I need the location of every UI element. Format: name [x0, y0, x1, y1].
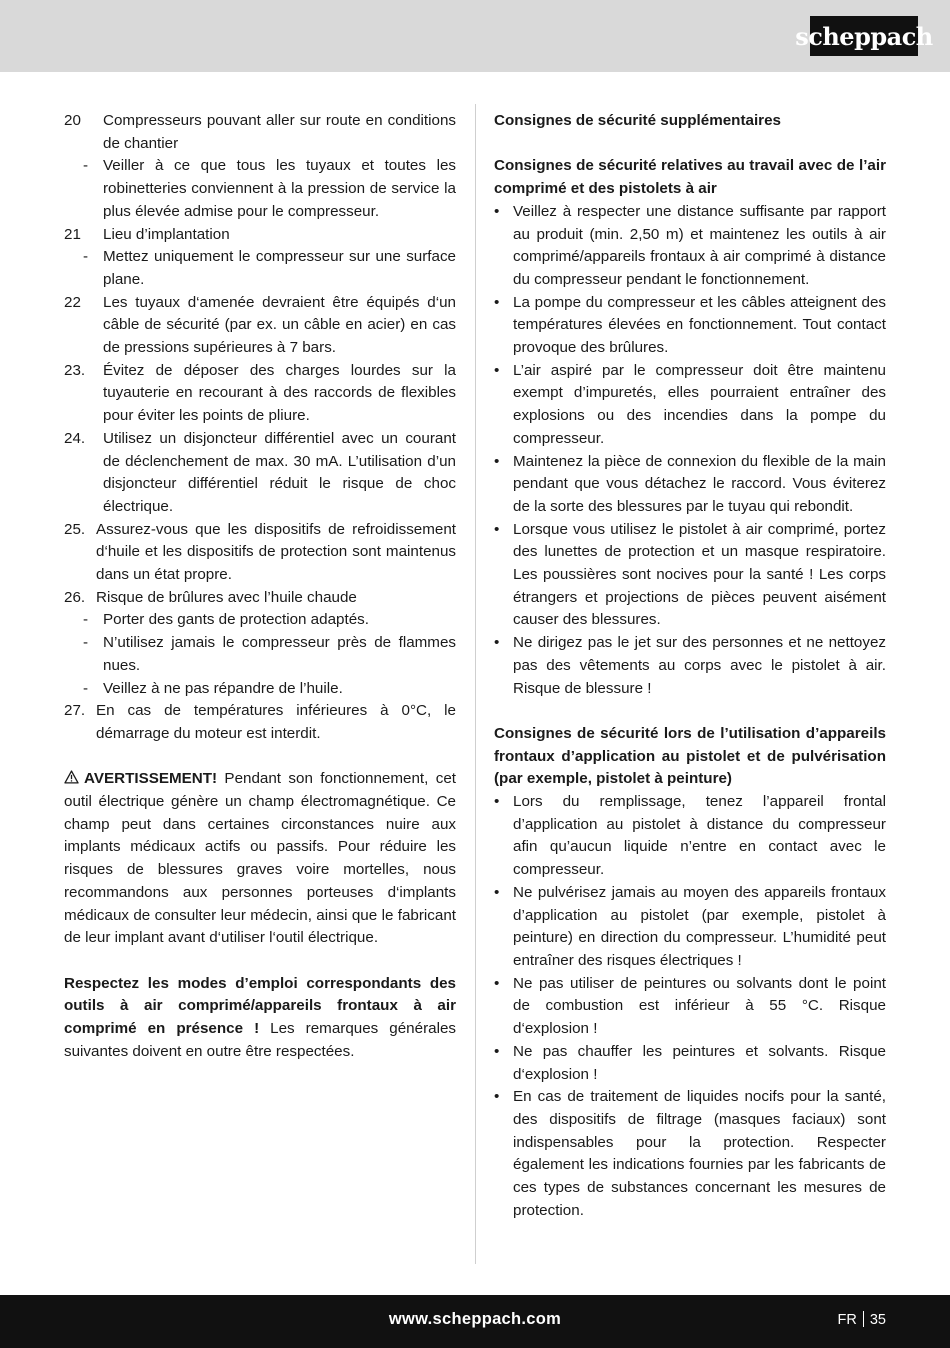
subsection-heading-air: Consignes de sécurité relatives au travail avec de l’air comprimé et des pistolets à air	[494, 157, 886, 198]
bullet-text: Ne pulvérisez jamais au moyen des appareils frontaux d’application au pistolet (par exemple, pistolet à peinture) en direction du compresseur. L’humidité peut entraîner des risques électriques !	[513, 883, 886, 969]
bullet-marker: •	[494, 520, 500, 538]
left-column	[64, 110, 456, 1064]
bullet-marker: •	[494, 1088, 500, 1106]
brand-logo: scheppach	[810, 16, 918, 56]
item-text: Les tuyaux d‘amenée devraient être équipés d‘un câble de sécurité (par ex. un câble en acier) en cas de pressions supérieures à 7 bars.	[103, 293, 456, 357]
respect-bold-text: Respectez les modes d’emploi correspondants des outils à air comprimé/appareils frontaux à air comprimé en présence !	[64, 974, 456, 1038]
bullet-text: Maintenez la pièce de connexion du flexible de la main pendant que vous détachez le raccord. Vous éviterez de la sorte des blessures par le tuyau qui rebondit.	[513, 452, 886, 515]
item-number: 20	[64, 112, 81, 129]
bullet-text: Ne dirigez pas le jet sur des personnes et ne nettoyez pas des vêtements au corps avec le pistolet à air. Risque de blessure !	[513, 634, 886, 697]
bullet-item	[494, 973, 886, 1041]
item-number: 26.	[64, 588, 86, 606]
numbered-item	[64, 587, 456, 610]
page-footer	[0, 1295, 950, 1348]
numbered-item	[64, 700, 456, 745]
page-info	[838, 1311, 886, 1328]
page-header	[0, 0, 950, 72]
bullet-list-air	[494, 201, 886, 700]
item-text: Mettez uniquement le compresseur sur une surface plane.	[103, 248, 456, 288]
website-url[interactable]: www.scheppach.com	[388, 1310, 562, 1328]
right-column	[494, 110, 886, 1222]
bullet-item	[494, 201, 886, 292]
bullet-item	[494, 451, 886, 519]
numbered-list	[64, 110, 456, 746]
item-text: N’utilisez jamais le compresseur près de flammes nues.	[103, 634, 456, 674]
warning-triangle-icon	[64, 770, 79, 784]
numbered-item	[64, 428, 456, 519]
item-number: 24.	[64, 429, 86, 447]
bullet-text: Veillez à respecter une distance suffisante par rapport au produit (min. 2,50 m) et maintenez les outils à air comprimé/appareils frontaux à air comprimé à distance du compresseur pendant le fonctionnement.	[513, 202, 886, 288]
respect-paragraph	[64, 973, 456, 1064]
bullet-marker: •	[494, 793, 500, 811]
warning-label: AVERTISSEMENT!	[84, 770, 218, 788]
item-text: Assurez-vous que les dispositifs de refroidissement d‘huile et les dispositifs de protection sont maintenus dans un état propre.	[96, 520, 456, 584]
bullet-item	[494, 882, 886, 973]
item-text: Risque de brûlures avec l’huile chaude	[96, 588, 357, 606]
bullet-item	[494, 519, 886, 633]
item-text: Utilisez un disjoncteur différentiel avec un courant de déclenchement de max. 30 mA. L’utilisation d’un disjoncteur différentiel réduit le risque de choc électrique.	[103, 429, 456, 515]
item-number: 27.	[64, 702, 86, 720]
dash-item	[64, 246, 456, 291]
numbered-item	[64, 224, 456, 247]
numbered-item	[64, 110, 456, 155]
bullet-marker: •	[494, 293, 500, 311]
page-separator	[863, 1311, 864, 1327]
bullet-text: En cas de traitement de liquides nocifs pour la santé, des dispositifs de filtrage (masques faciaux) sont indispensables pour la protection. Respecter également les indications fournies par les fabricants de ces types de substances concernant les mesures de protection.	[513, 1088, 886, 1219]
item-text: En cas de températures inférieures à 0°C, le démarrage du moteur est interdit.	[96, 702, 456, 742]
item-number: 21	[64, 225, 81, 243]
bullet-text: Ne pas chauffer les peintures et solvants. Risque d‘explosion !	[513, 1042, 886, 1083]
item-text: Lieu d’implantation	[103, 225, 230, 243]
item-text: Veillez à ne pas répandre de l’huile.	[103, 679, 343, 697]
item-text: Porter des gants de protection adaptés.	[103, 611, 369, 629]
dash-item	[64, 155, 456, 223]
dash-marker: -	[83, 248, 89, 266]
bullet-text: L’air aspiré par le compresseur doit être maintenu exempt d’impuretés, elles pourraient entraîner des explosions ou des incendies dans la pompe du compresseur.	[513, 361, 886, 447]
warning-text: Pendant son fonctionnement, cet outil électrique génère un champ électromagnétique. Ce champ peut dans certaines circonstances nuire aux implants médicaux actifs ou passifs. Pour réduire les risques de blessures graves voire mortelles, nous recommandons aux personnes porteuses d‘implants médicaux de consulter leur médecin, ainsi que le fabricant de leur implant avant d‘utiliser l‘outil électrique.	[64, 770, 456, 947]
bullet-marker: •	[494, 1042, 500, 1060]
language-code: FR	[837, 1312, 857, 1328]
bullet-item	[494, 632, 886, 700]
numbered-item	[64, 292, 456, 360]
dash-marker: -	[83, 157, 89, 175]
item-text: Évitez de déposer des charges lourdes sur la tuyauterie en recourant à des raccords de flexibles pour éviter les points de pliure.	[103, 361, 456, 425]
dash-marker: -	[83, 679, 89, 697]
bullet-text: Lors du remplissage, tenez l’appareil frontal d’application au pistolet à distance du compresseur afin qu’aucun liquide n’entre en contact avec le compresseur.	[513, 793, 886, 879]
bullet-text: Ne pas utiliser de peintures ou solvants dont le point de combustion est inférieur à 55 °C. Risque d‘explosion !	[513, 974, 886, 1038]
column-divider	[475, 104, 476, 1264]
dash-marker: -	[83, 611, 89, 629]
bullet-marker: •	[494, 202, 500, 220]
bullet-marker: •	[494, 974, 500, 992]
bullet-marker: •	[494, 452, 500, 470]
bullet-list-spray	[494, 791, 886, 1222]
bullet-item	[494, 1086, 886, 1222]
item-text: Veiller à ce que tous les tuyaux et toutes les robinetteries conviennent à la pression de service la plus élevée admise pour le compresseur.	[103, 157, 456, 220]
bullet-marker: •	[494, 361, 500, 379]
dash-item	[64, 678, 456, 701]
item-number: 25.	[64, 520, 86, 538]
item-text: Compresseurs pouvant aller sur route en conditions de chantier	[103, 112, 456, 152]
respect-text: Les remarques générales suivantes doivent en outre être respectées.	[64, 1020, 456, 1060]
bullet-text: La pompe du compresseur et les câbles atteignent des températures élevées en fonctionnement. Tout contact provoque des brûlures.	[513, 293, 886, 357]
subsection-heading-spray: Consignes de sécurité lors de l’utilisation d’appareils frontaux d’application au pistolet et de pulvérisation (par exemple, pistolet à peinture)	[494, 724, 886, 788]
dash-item	[64, 632, 456, 677]
bullet-item	[494, 292, 886, 360]
dash-item	[64, 609, 456, 632]
page-number: 35	[869, 1312, 886, 1328]
section-heading: Consignes de sécurité supplémentaires	[494, 112, 781, 129]
bullet-item	[494, 791, 886, 882]
item-number: 22	[64, 293, 81, 311]
warning-paragraph	[64, 768, 456, 950]
numbered-item	[64, 360, 456, 428]
bullet-text: Lorsque vous utilisez le pistolet à air comprimé, portez des lunettes de protection et un masque respiratoire. Les poussières sont nocives pour la santé ! Les corps étrangers et projections de pièces peuvent aisément causer des blessures.	[513, 520, 886, 629]
bullet-marker: •	[494, 634, 500, 652]
bullet-item	[494, 1041, 886, 1086]
item-number: 23.	[64, 361, 86, 379]
dash-marker: -	[83, 634, 89, 652]
bullet-marker: •	[494, 883, 500, 901]
numbered-item	[64, 519, 456, 587]
bullet-item	[494, 360, 886, 451]
